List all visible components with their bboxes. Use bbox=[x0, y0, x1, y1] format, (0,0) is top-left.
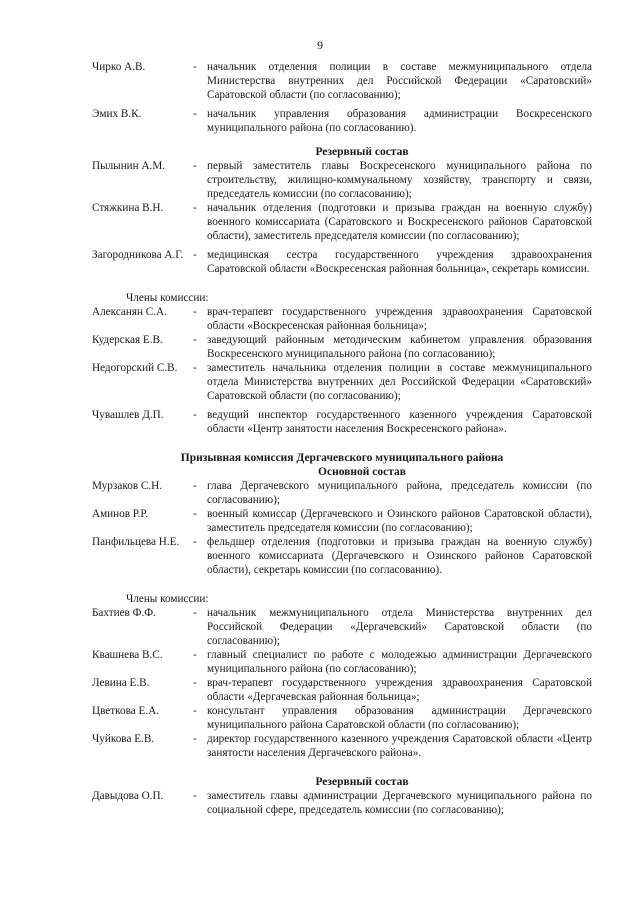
dash: - bbox=[193, 306, 197, 318]
member-name: Аминов Р.Р. bbox=[92, 508, 149, 520]
dash: - bbox=[193, 160, 197, 172]
member-name: Эмих В.К. bbox=[92, 108, 142, 120]
member-entry bbox=[92, 107, 592, 135]
dash: - bbox=[193, 536, 197, 548]
member-name: Бахтиев Ф.Ф. bbox=[92, 607, 156, 619]
member-entry bbox=[92, 732, 592, 760]
member-position: начальник межмуниципального отдела Министерства внутренних дел Российской Федерации «Дергачевский» Саратовской области (по согласованию); bbox=[207, 607, 592, 647]
dash: - bbox=[193, 61, 197, 73]
member-position: заведующий районным методическим кабинетом управления образования Воскресенского муниципального района (по согласованию); bbox=[207, 334, 592, 360]
member-name: Кудерская Е.В. bbox=[92, 334, 163, 346]
member-position: начальник отделения полиции в составе межмуниципального отдела Министерства внутренних дел Российской Федерации «Саратовский» Саратовской области (по согласованию); bbox=[207, 61, 592, 101]
member-entry bbox=[92, 507, 592, 535]
dash: - bbox=[193, 790, 197, 802]
dash: - bbox=[193, 362, 197, 374]
member-entry bbox=[92, 606, 592, 648]
document-body bbox=[92, 60, 592, 817]
member-name: Алексанян С.А. bbox=[92, 306, 167, 318]
member-name: Панфильцева Н.Е. bbox=[92, 536, 180, 548]
dash: - bbox=[193, 705, 197, 717]
member-position: начальник управления образования администрации Воскресенского муниципального района (по согласованию). bbox=[207, 108, 592, 134]
member-position: врач-терапевт государственного учреждения здравоохранения Саратовской области «Дергачевская районная больница»; bbox=[207, 677, 592, 703]
member-name: Пылынин А.М. bbox=[92, 160, 166, 172]
member-entry bbox=[92, 535, 592, 577]
member-name: Мурзаков С.Н. bbox=[92, 480, 163, 492]
member-name: Левина Е.В. bbox=[92, 677, 150, 689]
member-position: заместитель начальника отделения полиции в составе межмуниципального отдела Министерства внутренних дел Российской Федерации «Саратовский» Саратовской области (по согласованию); bbox=[207, 362, 592, 402]
member-entry bbox=[92, 201, 592, 243]
member-position: ведущий инспектор государственного казенного учреждения Саратовской области «Центр занятости населения Воскресенского района». bbox=[207, 409, 592, 435]
member-entry bbox=[92, 361, 592, 403]
member-name: Загородникова А.Г. bbox=[92, 249, 184, 261]
dash: - bbox=[193, 733, 197, 745]
member-position: медицинская сестра государственного учреждения здравоохранения Саратовской области «Воскресенская районная больница», секретарь комиссии. bbox=[207, 249, 592, 275]
member-name: Давыдова О.П. bbox=[92, 790, 164, 802]
member-entry bbox=[92, 248, 592, 276]
members-label: Члены комиссии: bbox=[126, 292, 209, 304]
member-position: врач-терапевт государственного учреждения здравоохранения Саратовской области «Воскресенская районная больница»; bbox=[207, 306, 592, 332]
member-name: Чирко А.В. bbox=[92, 61, 146, 73]
dash: - bbox=[193, 480, 197, 492]
member-entry bbox=[92, 648, 592, 676]
member-entry bbox=[92, 479, 592, 507]
member-entry bbox=[92, 704, 592, 732]
dash: - bbox=[193, 677, 197, 689]
member-name: Чувашлев Д.П. bbox=[92, 409, 164, 421]
dash: - bbox=[193, 409, 197, 421]
member-position: директор государственного казенного учреждения Саратовской области «Центр занятости населения Дергачевского района». bbox=[207, 733, 592, 759]
member-name: Чуйкова Е.В. bbox=[92, 733, 155, 745]
member-entry bbox=[92, 60, 592, 102]
member-position: главный специалист по работе с молодежью администрации Дергачевского муниципального района (по согласованию); bbox=[207, 649, 592, 675]
section-heading-reserve: Резервный состав bbox=[315, 146, 409, 158]
member-position: заместитель главы администрации Дергачевского муниципального района по социальной сфере, председатель комиссии (по согласованию); bbox=[207, 790, 592, 816]
member-position: консультант управления образования администрации Дергачевского муниципального района Саратовской области (по согласованию); bbox=[207, 705, 592, 731]
dash: - bbox=[193, 202, 197, 214]
dash: - bbox=[193, 607, 197, 619]
dash: - bbox=[193, 508, 197, 520]
member-name: Недогорский С.В. bbox=[92, 362, 178, 374]
member-position: глава Дергачевского муниципального района, председатель комиссии (по согласованию); bbox=[207, 480, 592, 506]
dash: - bbox=[193, 334, 197, 346]
members-label: Члены комиссии: bbox=[126, 593, 209, 605]
dash: - bbox=[193, 249, 197, 261]
dash: - bbox=[193, 108, 197, 120]
member-entry bbox=[92, 789, 592, 817]
member-entry bbox=[92, 676, 592, 704]
member-position: фельдшер отделения (подготовки и призыва граждан на военную службу) военного комиссариата (Дергачевского и Озинского районов Саратовской области), секретарь комиссии (по согласованию). bbox=[207, 536, 592, 576]
member-position: начальник отделения (подготовки и призыва граждан на военную службу) военного комиссариата (Саратовского и Воскресенского районов Саратовской области), заместитель председателя комиссии (по согласованию); bbox=[207, 202, 592, 242]
member-entry bbox=[92, 305, 592, 333]
member-entry bbox=[92, 159, 592, 201]
member-name: Цветкова Е.А. bbox=[92, 705, 160, 717]
member-entry bbox=[92, 408, 592, 436]
section-heading-main: Основной состав bbox=[318, 466, 406, 478]
section-heading-reserve: Резервный состав bbox=[315, 776, 409, 788]
member-name: Квашнева В.С. bbox=[92, 649, 163, 661]
member-name: Стяжкина В.Н. bbox=[92, 202, 164, 214]
member-position: военный комиссар (Дергачевского и Озинского районов Саратовской области), заместитель председателя комиссии (по согласованию); bbox=[207, 508, 592, 534]
commission-title: Призывная комиссия Дергачевского муниципального района bbox=[180, 452, 504, 464]
page-number: 9 bbox=[317, 38, 323, 52]
member-entry bbox=[92, 333, 592, 361]
member-position: первый заместитель главы Воскресенского муниципального района по строительству, жилищно-коммунальному хозяйству, транспорту и связи, председатель комиссии (по согласованию); bbox=[207, 160, 592, 200]
dash: - bbox=[193, 649, 197, 661]
